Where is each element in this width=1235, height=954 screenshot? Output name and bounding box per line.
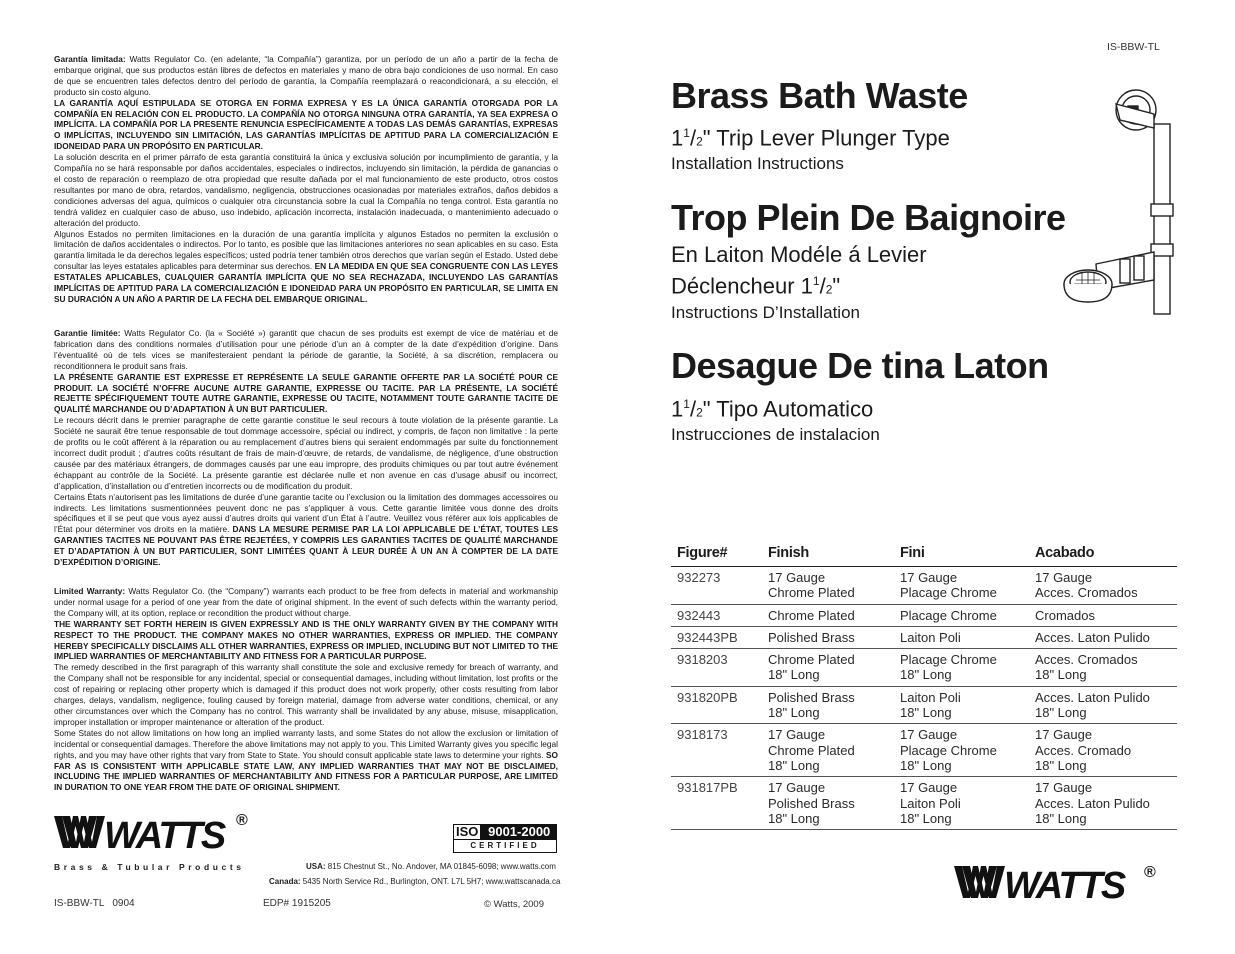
warranty-text: Some States do not allow limitations on how long an implied warranty lasts, and some States do not allow the exclusion or limitation of incidental or consequential damages. Therefore the above limitations may not apply to you. This Limited Warranty gives you specific legal rights, and you may have other rights that vary from State to State. You should consult applicable state laws to determine your rights. [54, 727, 558, 760]
watts-logo-mark [54, 812, 246, 852]
warranty-text: Watts Regulator Co. (la « Société ») garantit que chacun de ses produits est exempt de vice de matériau et de fabrication dans des conditions normales d’utilisation pour une période d’un an à compter de la date d’expédition d’origine. Dans l’éventualité où de tels vices se manifesteraient pendant la période de garantie, la Société, à sa discrétion, remplacera ou reconditionnera le produit sans frais. [54, 328, 559, 371]
fini-cell: 17 Gauge Placage Chrome 18" Long [894, 724, 1029, 777]
figure-number: 932443PB [671, 626, 762, 648]
fini-cell: 17 Gauge Laiton Poli 18" Long [894, 777, 1029, 830]
spanish-instructions-label: Instrucciones de instalacion [671, 425, 880, 444]
acabado-cell: Acces. Laton Pulido [1029, 626, 1177, 648]
fini-cell: Laiton Poli 18" Long [894, 686, 1029, 724]
warranty-bold-text: LA GARANTÍA AQUÍ ESTIPULADA SE OTORGA EN FORMA EXPRESA Y ES LA ÚNICA GARANTÍA OTORGADA POR LA COMPAÑÍA EN RELACIÓN CON EL PRODUCTO. LA COMPAÑÍA NO OTORGA NINGUNA OTRA GARANTÍA, YA SEA EXPRESA O IMPLÍCITA. LA COMPAÑÍA POR LA PRESENTE RENUNCIA ESPECÍFICAMENTE A TODAS LAS DEMÁS GARANTÍAS, EXPRESAS O IMPLÍCITAS, INCLUYENDO SIN LIMITACIÓN, LAS GARANTÍAS IMPLÍCITAS DE APTITUD PARA LA COMERCIALIZACIÓN E IDONEIDAD PARA UN PROPÓSITO EN PARTICULAR. [54, 97, 558, 152]
spanish-title: Desague De tina Laton [671, 345, 1049, 386]
finish-cell: 17 Gauge Polished Brass 18" Long [762, 777, 894, 830]
figure-number: 932443 [671, 604, 762, 626]
size-whole: 1 [671, 125, 684, 151]
finish-cell: Polished Brass 18" Long [762, 686, 894, 724]
size-numerator: 1 [683, 397, 690, 411]
spanish-subtitle: $1^1/2$" Tipo Automatico [671, 396, 874, 422]
column-header-figure: Figure# [671, 543, 762, 567]
figure-number: 931817PB [671, 777, 762, 830]
finish-cell: Chrome Plated 18" Long [762, 649, 894, 687]
document-code: IS-BBW-TL 0904 [54, 898, 135, 909]
fini-cell: Placage Chrome 18" Long [894, 649, 1029, 687]
warranty-bold-text: LA PRÉSENTE GARANTIE EST EXPRESSE ET REPRÉSENTE LA SEULE GARANTIE OFFERTE PAR LA SOCIÉTÉ POUR CE PRODUIT. LA SOCIÉTÉ N’OFFRE AUCUNE AUTRE GARANTIE, EXPRESSE OU TACITE. PAR LA PRÉSENTE, LA SOCIÉTÉ REJETTE SPÉCIFIQUEMENT TOUTE AUTRE GARANTIE, EXPRESSE OU TACITE, NOTAMMENT TOUTE GARANTIE TACITE DE QUALITÉ MARCHANDE OU D’ADAPTATION À UN BUT PARTICULIER. [54, 371, 558, 415]
table-row [671, 724, 1177, 777]
usa-address-text: 815 Chestnut St., No. Andover, MA 01845-6098; www.watts.com [325, 862, 556, 871]
warranty-bold-text: EN LA MEDIDA EN QUE SEA CONGRUENTE CON LAS LEYES ESTATALES APLICABLES, CUALQUIER GARANTÍA IMPLÍCITA QUE NO SEA RECHAZADA, INCLUYENDO LAS GARANTÍAS IMPLÍCITAS DE APTITUD PARA LA COMERCIALIZACIÓN E IDONEIDAD PARA UN PROPÓSITO EN PARTICULAR, SE LIMITA EN SU DURACIÓN A UN AÑO A PARTIR DE LA FECHA DEL EMBARQUE ORIGINAL. [54, 261, 559, 304]
warranty-bold-text: SO FAR AS IS CONSISTENT WITH APPLICABLE STATE LAW, ANY IMPLIED WARRANTIES THAT MAY NOT BE DISCLAIMED, INCLUDING THE IMPLIED WARRANTIES OF MERCHANTABILITY AND FITNESS FOR A PARTICULAR PURPOSE, ARE LIMITED IN DURATION TO ONE YEAR FROM THE DATE OF ORIGINAL SHIPMENT. [54, 749, 558, 793]
finish-cell: Chrome Plated [762, 604, 894, 626]
table-row [671, 604, 1177, 626]
acabado-cell: 17 Gauge Acces. Laton Pulido 18" Long [1029, 777, 1177, 830]
french-subtitle-line2: Déclencheur $1^1/2$" [671, 273, 841, 299]
french-instructions-label: Instructions D’Installation [671, 303, 860, 322]
warranty-spanish [54, 54, 558, 305]
warranty-text: Watts Regulator Co. (the “Company”) warrants each product to be free from defects in material and workmanship under normal usage for a period of one year from the date of original shipment. In the event of such defects within the warranty period, the Company will, at its option, replace or recondition the product without charge. [54, 586, 558, 618]
iso-certified-badge [453, 824, 557, 855]
edp-number: EDP# 1915205 [263, 898, 331, 909]
fini-cell: 17 Gauge Placage Chrome [894, 567, 1029, 605]
canada-label: Canada: [269, 877, 301, 886]
size-numerator: 1 [683, 126, 690, 140]
copyright: © Watts, 2009 [484, 899, 544, 910]
english-title: Brass Bath Waste [671, 75, 968, 116]
table-row [671, 567, 1177, 605]
acabado-cell: 17 Gauge Acces. Cromado 18" Long [1029, 724, 1177, 777]
french-title: Trop Plein De Baignoire [671, 197, 1066, 238]
figure-number: 9318173 [671, 724, 762, 777]
bath-waste-illustration [1058, 84, 1178, 324]
size-denominator: 2 [825, 282, 833, 297]
table-row [671, 626, 1177, 648]
registered-mark: ® [1144, 864, 1155, 881]
watts-logo-right [954, 862, 1154, 907]
finish-cell: Polished Brass [762, 626, 894, 648]
finish-cell: 17 Gauge Chrome Plated [762, 567, 894, 605]
subtitle-text: Déclencheur 1 [671, 273, 813, 299]
watts-logo-text: WATTS [1004, 865, 1125, 902]
size-numerator: 1 [812, 274, 820, 288]
canada-address-text: 5435 North Service Rd., Burlington, ONT. L7L 5H7; www.wattscanada.ca [300, 877, 561, 886]
iso-standard: 9001-2000 [481, 824, 557, 840]
table-header-row [671, 543, 1177, 567]
warranty-text: La solución descrita en el primer párrafo de esta garantía constituirá la única y exclusiva solución por incumplimiento de garantía, y la Compañía no se hará responsable por daños accidentales, especiales o indirectos, incluyendo sin limitación, la pérdida de ganancias o el costo de reparación o reemplazo de otra propiedad que resulte dañada por el mal funcionamiento de este producto, otros costos resultantes por mano de obra, retardos, vandalismo, negligencia, obstrucciones ocasionadas por materiales extraños, daños debidos a condiciones adversas del agua, químicos o cualquier otra circunstancia sobre la cual la Compañía no tenga control. Esta garantía no tendrá validez en cualquier caso de abuso, uso indebido, aplicación incorrecta, instalación inadecuada, o mantenimiento adecuado o alteración del producto. [54, 152, 558, 228]
fini-cell: Laiton Poli [894, 626, 1029, 648]
english-instructions-label: Installation Instructions [671, 154, 844, 173]
warranty-text: Algunos Estados no permiten limitaciones en la duración de una garantía implícita y algunos Estados no permiten la exclusión o limitación de daños accidentales o indirectos. Por lo tanto, es posible que las limitaciones anteriores no sean aplicables en su caso. Esta garantía limitada le da derechos legales específicos; usted podría tener también otros derechos que varían según el Estado. Usted debe consultar las leyes estatales aplicables para determinar sus derechos. [54, 228, 558, 272]
warranty-bold-text: THE WARRANTY SET FORTH HEREIN IS GIVEN EXPRESSLY AND IS THE ONLY WARRANTY GIVEN BY THE COMPANY WITH RESPECT TO THE PRODUCT. THE COMPANY MAKES NO OTHER WARRANTIES, EXPRESS OR IMPLIED. THE COMPANY HEREBY SPECIFICALLY DISCLAIMS ALL OTHER WARRANTIES, EXPRESS OR IMPLIED, INCLUDING BUT NOT LIMITED TO THE IMPLIED WARRANTIES OF MERCHANTABILITY AND FITNESS FOR A PARTICULAR PURPOSE. [54, 618, 558, 662]
usa-label: USA: [306, 862, 326, 871]
brand-tagline: Brass & Tubular Products [54, 862, 245, 872]
size-denominator: 2 [696, 134, 703, 149]
table-row [671, 686, 1177, 724]
warranty-french [54, 328, 558, 568]
warranty-text: The remedy described in the first paragraph of this warranty shall constitute the sole and exclusive remedy for breach of warranty, and the Company shall not be responsible for any incidental, special or consequential damages, including without limitation, lost profits or the cost of repairing or replacing other property which is damaged if this product does not work properly, other costs resulting from labor charges, delays, vandalism, negligence, fouling caused by foreign material, damage from adverse water conditions, chemical, or any other circumstances over which the Company has no control. This warranty shall be invalidated by any abuse, misuse, misapplication, improper installation or improper maintenance or alteration of the product. [54, 662, 558, 727]
canada-address [269, 877, 560, 886]
warranty-heading: Garantía limitada: [54, 54, 126, 64]
watts-logo-mark [954, 862, 1154, 902]
watts-logo-left [54, 812, 246, 857]
size-denominator: 2 [696, 405, 703, 420]
subtitle-text: " Tipo Automatico [702, 396, 874, 422]
watts-logo-text: WATTS [104, 815, 225, 852]
acabado-cell: Acces. Laton Pulido 18" Long [1029, 686, 1177, 724]
finish-cell: 17 Gauge Chrome Plated 18" Long [762, 724, 894, 777]
iso-prefix: ISO [453, 824, 481, 840]
acabado-cell: Acces. Cromados 18" Long [1029, 649, 1177, 687]
size-whole: 1 [671, 396, 684, 422]
french-subtitle-line1: En Laiton Modéle á Levier [671, 242, 927, 267]
subtitle-text: " Trip Lever Plunger Type [702, 125, 950, 151]
acabado-cell: Cromados [1029, 604, 1177, 626]
figure-number: 931820PB [671, 686, 762, 724]
fini-cell: Placage Chrome [894, 604, 1029, 626]
figure-number: 9318203 [671, 649, 762, 687]
column-header-fini: Fini [894, 543, 1029, 567]
parts-table [671, 543, 1177, 830]
table-row [671, 777, 1177, 830]
document-code-top: IS-BBW-TL [1107, 41, 1160, 53]
warranty-text: Le recours décrit dans le premier paragraphe de cette garantie constitue le seul recours à toute violation de la présente garantie. La Société ne saurait être tenue responsable de tout dommage accessoire, spécial ou indirect, y compris, de façon non limitative : la perte de profits ou le coût afférent à la réparation ou au remplacement d’autres biens qui seraient endommagés par suite du fonctionnement incorrect dudit produit ; d’autres coûts résultant de frais de main-d’œuvre, de retards, de vandalisme, de négligence, d’une obstruction causée par des matériaux étrangers, de dommages causés par une eau impropre, des produits chimiques ou par tout autre événement échappant au contrôle de la Société. La présente garantie est déclarée nulle et non avenue en cas d’usage abusif ou incorrect, d’application, d’installation ou d’entretien incorrects ou de modification du produit. [54, 415, 558, 491]
column-header-finish: Finish [762, 543, 894, 567]
warranty-bold-text: DANS LA MESURE PERMISE PAR LA LOI APPLICABLE DE L’ÉTAT, TOUTES LES GARANTIES TACITES NE POUVANT PAS ÊTRE REJETÉES, Y COMPRIS LES GARANTIES TACITES DE QUALITÉ MARCHANDE ET D’ADAPTATION À UN BUT PARTICULIER, SONT LIMITÉES QUANT À LEUR DURÉE À UN AN À COMPTER DE LA DATE D’EXPÉDITION D’ORIGINE. [54, 524, 559, 568]
warranty-text: Certains États n’autorisent pas les limitations de durée d’une garantie tacite ou l’exclusion ou la limitation des dommages accessoires ou indirects. Les limitations susmentionnées peuvent donc ne pas s’appliquer à vous. Cette garantie limitée vous donne des droits spécifiques et il se peut que vous ayez aussi d’autres droits qui varient d’un État à l’autre. Veuillez vous référer aux lois applicables de l’État pour déterminer vos droits en la matière. [54, 491, 558, 535]
figure-number: 932273 [671, 567, 762, 605]
iso-certified-label: CERTIFIED [453, 840, 557, 853]
registered-mark: ® [236, 812, 247, 829]
english-subtitle: $1^1/2$" Trip Lever Plunger Type [671, 125, 950, 151]
table-row [671, 649, 1177, 687]
warranty-heading: Garantie limitée: [54, 328, 121, 338]
column-header-acabado: Acabado [1029, 543, 1177, 567]
usa-address [306, 862, 556, 871]
acabado-cell: 17 Gauge Acces. Cromados [1029, 567, 1177, 605]
warranty-english [54, 586, 558, 793]
subtitle-text: " [832, 273, 841, 299]
warranty-heading: Limited Warranty: [54, 586, 126, 596]
warranty-text: Watts Regulator Co. (en adelante, “la Compañía”) garantiza, por un período de un año a partir de la fecha de embarque original, que sus productos están libres de defectos en materiales y mano de obra bajo condiciones de uso normal. En caso de que se encuentren tales defectos dentro del período de garantía, la Compañía reemplazará o reacondicionará, a su elección, el producto sin costo alguno. [54, 54, 558, 97]
